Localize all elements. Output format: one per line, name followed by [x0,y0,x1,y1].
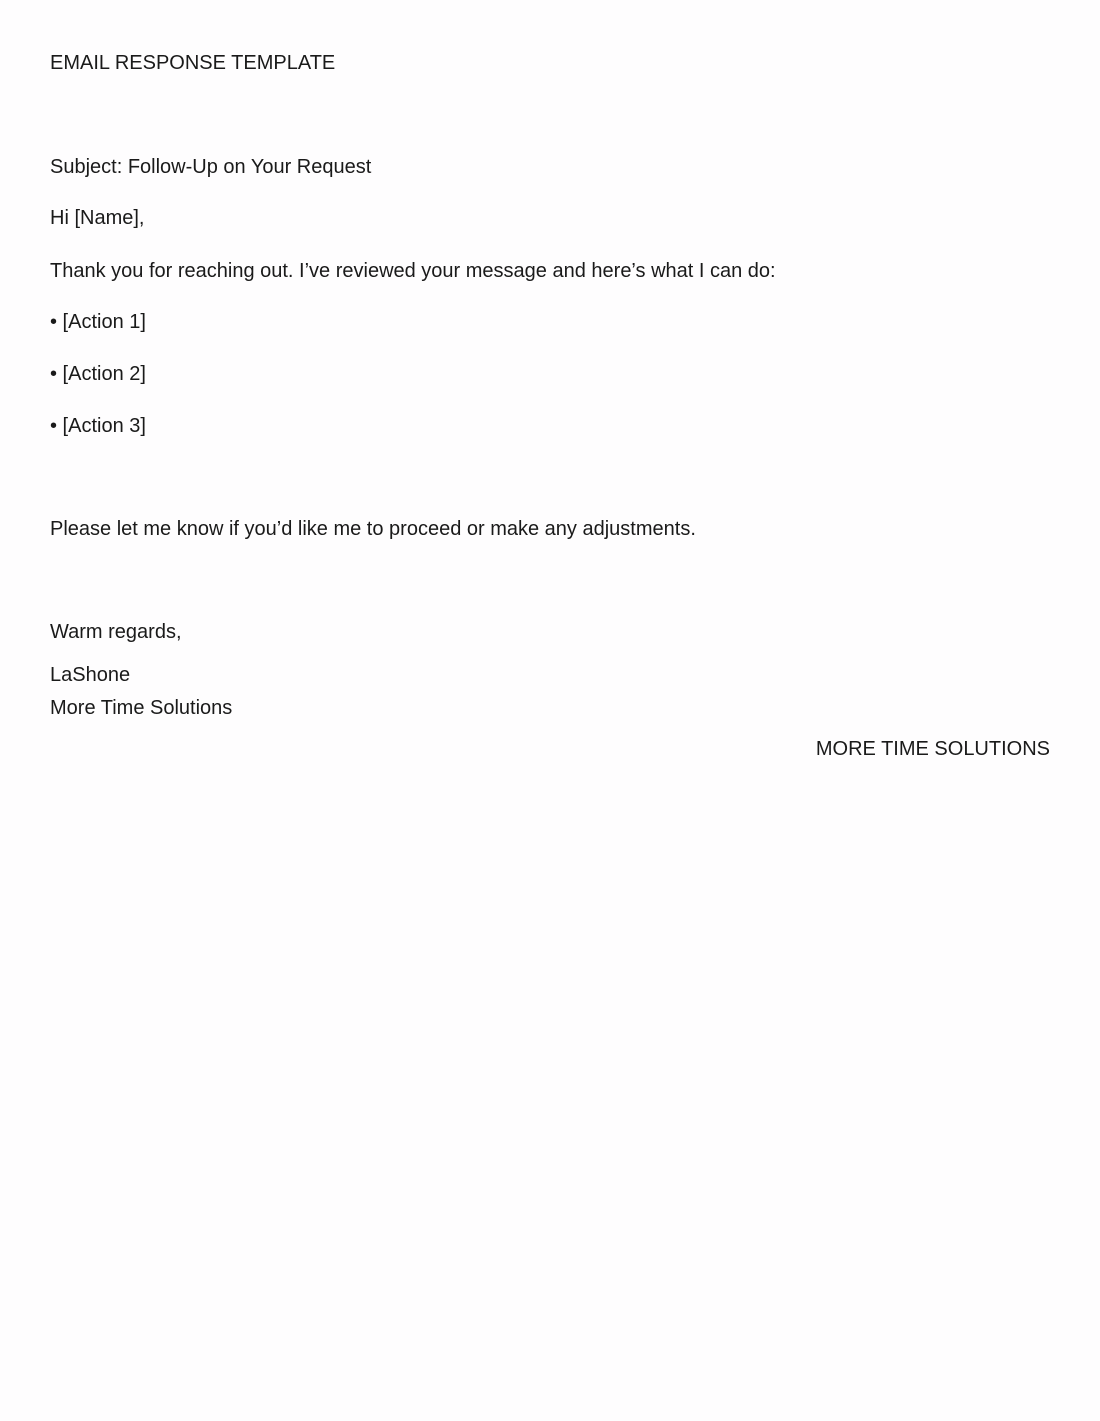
email-greeting: Hi [Name], [50,207,145,229]
action-item: • [Action 3] [50,415,146,437]
footer-brand: MORE TIME SOLUTIONS [815,738,1050,760]
action-item: • [Action 2] [50,363,146,385]
document-title: EMAIL RESPONSE TEMPLATE [50,52,336,74]
email-intro: Thank you for reaching out. I’ve reviewed your message and here’s what I can do: [50,260,776,282]
email-signoff: Warm regards, [50,621,182,643]
email-subject: Subject: Follow-Up on Your Request [50,156,372,178]
action-item: • [Action 1] [50,311,146,333]
signature-name: LaShone [50,664,131,686]
signature-company: More Time Solutions [50,697,233,719]
email-closing-line: Please let me know if you’d like me to proceed or make any adjustments. [50,518,696,540]
